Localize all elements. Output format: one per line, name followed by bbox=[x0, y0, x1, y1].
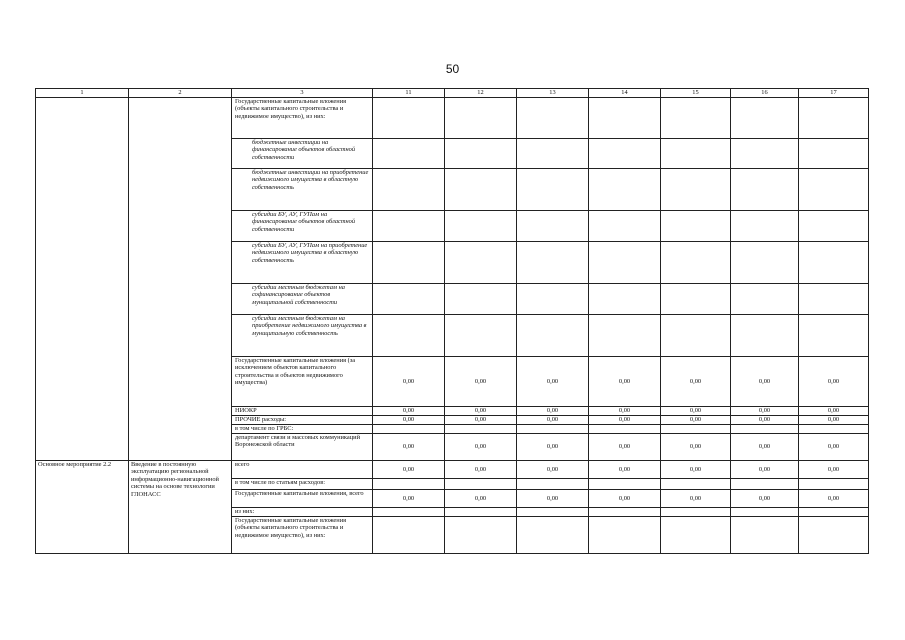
column-header: 15 bbox=[661, 89, 731, 98]
table-row bbox=[36, 461, 869, 479]
value-cell bbox=[517, 139, 589, 169]
value-cell: 0,00 bbox=[589, 407, 661, 416]
value-cell: 0,00 bbox=[799, 490, 869, 508]
value-cell: 0,00 bbox=[517, 357, 589, 407]
expense-item-label: Государственные капитальные вложения, всего bbox=[232, 490, 373, 508]
expense-item-label: всего bbox=[232, 461, 373, 479]
value-cell bbox=[731, 479, 799, 490]
value-cell bbox=[589, 425, 661, 434]
column-header: 17 bbox=[799, 89, 869, 98]
expense-item-label: НИОКР bbox=[232, 407, 373, 416]
value-cell bbox=[731, 425, 799, 434]
value-cell bbox=[373, 284, 445, 315]
expense-item-label: в том числе по статьям расходов: bbox=[232, 479, 373, 490]
value-cell: 0,00 bbox=[799, 416, 869, 425]
value-cell bbox=[589, 315, 661, 357]
column-header: 13 bbox=[517, 89, 589, 98]
value-cell: 0,00 bbox=[731, 490, 799, 508]
value-cell bbox=[589, 284, 661, 315]
value-cell: 0,00 bbox=[661, 461, 731, 479]
expense-item-label: в том числе по ГРБС: bbox=[232, 425, 373, 434]
value-cell bbox=[517, 425, 589, 434]
value-cell bbox=[445, 242, 517, 284]
value-cell bbox=[731, 315, 799, 357]
column-header: 14 bbox=[589, 89, 661, 98]
value-cell bbox=[589, 139, 661, 169]
column-header: 3 bbox=[232, 89, 373, 98]
value-cell bbox=[517, 242, 589, 284]
value-cell bbox=[799, 315, 869, 357]
value-cell bbox=[445, 479, 517, 490]
column-header: 11 bbox=[373, 89, 445, 98]
expense-item-label: бюджетные инвестиции на приобретение недвижимого имущества в областную собственность bbox=[232, 169, 373, 211]
value-cell bbox=[445, 284, 517, 315]
value-cell bbox=[731, 508, 799, 517]
value-cell bbox=[445, 517, 517, 554]
value-cell bbox=[517, 211, 589, 242]
value-cell: 0,00 bbox=[661, 416, 731, 425]
value-cell bbox=[661, 479, 731, 490]
value-cell bbox=[373, 242, 445, 284]
value-cell bbox=[445, 98, 517, 139]
value-cell bbox=[731, 139, 799, 169]
value-cell: 0,00 bbox=[517, 461, 589, 479]
value-cell: 0,00 bbox=[799, 407, 869, 416]
value-cell bbox=[661, 98, 731, 139]
expense-item-label: субсидии БУ, АУ, ГУПам на приобретение недвижимого имущества в областную собственность bbox=[232, 242, 373, 284]
value-cell: 0,00 bbox=[589, 434, 661, 461]
value-cell bbox=[661, 139, 731, 169]
value-cell bbox=[445, 425, 517, 434]
value-cell bbox=[661, 242, 731, 284]
value-cell: 0,00 bbox=[799, 357, 869, 407]
value-cell bbox=[661, 211, 731, 242]
value-cell: 0,00 bbox=[445, 434, 517, 461]
value-cell: 0,00 bbox=[517, 407, 589, 416]
value-cell: 0,00 bbox=[373, 461, 445, 479]
value-cell: 0,00 bbox=[373, 416, 445, 425]
value-cell bbox=[731, 98, 799, 139]
value-cell: 0,00 bbox=[589, 416, 661, 425]
value-cell bbox=[799, 517, 869, 554]
expense-item-label: бюджетные инвестиции на финансирование объектов областной собственности bbox=[232, 139, 373, 169]
value-cell: 0,00 bbox=[445, 407, 517, 416]
value-cell: 0,00 bbox=[661, 490, 731, 508]
table-header bbox=[36, 89, 869, 98]
table-body bbox=[36, 98, 869, 554]
value-cell bbox=[731, 284, 799, 315]
value-cell: 0,00 bbox=[373, 407, 445, 416]
value-cell bbox=[445, 139, 517, 169]
value-cell bbox=[661, 425, 731, 434]
expense-item-label: из них: bbox=[232, 508, 373, 517]
value-cell bbox=[731, 169, 799, 211]
value-cell: 0,00 bbox=[799, 434, 869, 461]
expense-item-label: департамент связи и массовых коммуникаций Воронежской области bbox=[232, 434, 373, 461]
value-cell bbox=[445, 169, 517, 211]
column-header: 2 bbox=[129, 89, 232, 98]
value-cell: 0,00 bbox=[517, 416, 589, 425]
value-cell bbox=[661, 284, 731, 315]
table-row bbox=[36, 98, 869, 139]
value-cell bbox=[445, 508, 517, 517]
value-cell bbox=[589, 169, 661, 211]
value-cell bbox=[731, 211, 799, 242]
value-cell bbox=[517, 284, 589, 315]
value-cell: 0,00 bbox=[661, 407, 731, 416]
value-cell: 0,00 bbox=[373, 434, 445, 461]
value-cell bbox=[373, 139, 445, 169]
value-cell bbox=[799, 425, 869, 434]
expense-item-label: Государственные капитальные вложения (объекты капитального строительства и недвижимое имущество), из них: bbox=[232, 517, 373, 554]
value-cell bbox=[517, 169, 589, 211]
value-cell: 0,00 bbox=[731, 407, 799, 416]
column-header: 12 bbox=[445, 89, 517, 98]
value-cell bbox=[373, 211, 445, 242]
value-cell bbox=[589, 479, 661, 490]
value-cell: 0,00 bbox=[373, 490, 445, 508]
value-cell bbox=[373, 425, 445, 434]
column-header: 1 bbox=[36, 89, 129, 98]
value-cell bbox=[731, 517, 799, 554]
value-cell bbox=[799, 508, 869, 517]
value-cell bbox=[517, 508, 589, 517]
value-cell: 0,00 bbox=[731, 461, 799, 479]
expense-item-label: субсидии местным бюджетам на софинансирование объектов муниципальной собственности bbox=[232, 284, 373, 315]
value-cell bbox=[589, 517, 661, 554]
value-cell bbox=[799, 169, 869, 211]
value-cell bbox=[799, 211, 869, 242]
measure-name-cell bbox=[129, 98, 232, 461]
expense-item-label: ПРОЧИЕ расходы: bbox=[232, 416, 373, 425]
value-cell bbox=[445, 315, 517, 357]
value-cell bbox=[517, 315, 589, 357]
value-cell bbox=[517, 479, 589, 490]
value-cell bbox=[373, 98, 445, 139]
value-cell bbox=[517, 517, 589, 554]
value-cell bbox=[445, 211, 517, 242]
value-cell bbox=[661, 508, 731, 517]
header-row bbox=[36, 89, 869, 98]
value-cell: 0,00 bbox=[731, 434, 799, 461]
value-cell: 0,00 bbox=[589, 490, 661, 508]
value-cell bbox=[373, 315, 445, 357]
value-cell bbox=[799, 98, 869, 139]
value-cell bbox=[799, 139, 869, 169]
value-cell: 0,00 bbox=[445, 461, 517, 479]
value-cell bbox=[731, 242, 799, 284]
value-cell: 0,00 bbox=[445, 416, 517, 425]
value-cell bbox=[661, 169, 731, 211]
value-cell bbox=[661, 315, 731, 357]
value-cell bbox=[799, 242, 869, 284]
value-cell bbox=[517, 98, 589, 139]
value-cell: 0,00 bbox=[661, 357, 731, 407]
budget-table bbox=[35, 88, 869, 554]
value-cell bbox=[589, 98, 661, 139]
value-cell bbox=[373, 169, 445, 211]
value-cell: 0,00 bbox=[731, 416, 799, 425]
measure-name-cell: Введение в постоянную эксплуатацию региональной информационно-навигационной системы на основе технологии ГЛОНАСС bbox=[129, 461, 232, 554]
value-cell bbox=[799, 284, 869, 315]
value-cell: 0,00 bbox=[517, 490, 589, 508]
expense-item-label: Государственные капитальные вложения (за исключением объектов капитального строительства и объектов недвижимого имущества) bbox=[232, 357, 373, 407]
value-cell: 0,00 bbox=[589, 461, 661, 479]
value-cell bbox=[661, 517, 731, 554]
value-cell: 0,00 bbox=[589, 357, 661, 407]
value-cell: 0,00 bbox=[731, 357, 799, 407]
value-cell: 0,00 bbox=[517, 434, 589, 461]
value-cell bbox=[373, 479, 445, 490]
value-cell: 0,00 bbox=[373, 357, 445, 407]
expense-item-label: субсидии местным бюджетам на приобретение недвижимого имущества в муниципальную собственность bbox=[232, 315, 373, 357]
column-header: 16 bbox=[731, 89, 799, 98]
value-cell: 0,00 bbox=[661, 434, 731, 461]
value-cell bbox=[589, 242, 661, 284]
value-cell bbox=[589, 508, 661, 517]
page-number: 50 bbox=[445, 62, 460, 76]
value-cell: 0,00 bbox=[799, 461, 869, 479]
value-cell: 0,00 bbox=[445, 357, 517, 407]
value-cell bbox=[589, 211, 661, 242]
value-cell bbox=[799, 479, 869, 490]
program-status-cell: Основное мероприятие 2.2 bbox=[36, 461, 129, 554]
expense-item-label: Государственные капитальные вложения (объекты капитального строительства и недвижимое имущество), из них: bbox=[232, 98, 373, 139]
value-cell bbox=[373, 508, 445, 517]
value-cell: 0,00 bbox=[445, 490, 517, 508]
expense-item-label: субсидии БУ, АУ, ГУПам на финансирование объектов областной собственности bbox=[232, 211, 373, 242]
program-status-cell bbox=[36, 98, 129, 461]
value-cell bbox=[373, 517, 445, 554]
